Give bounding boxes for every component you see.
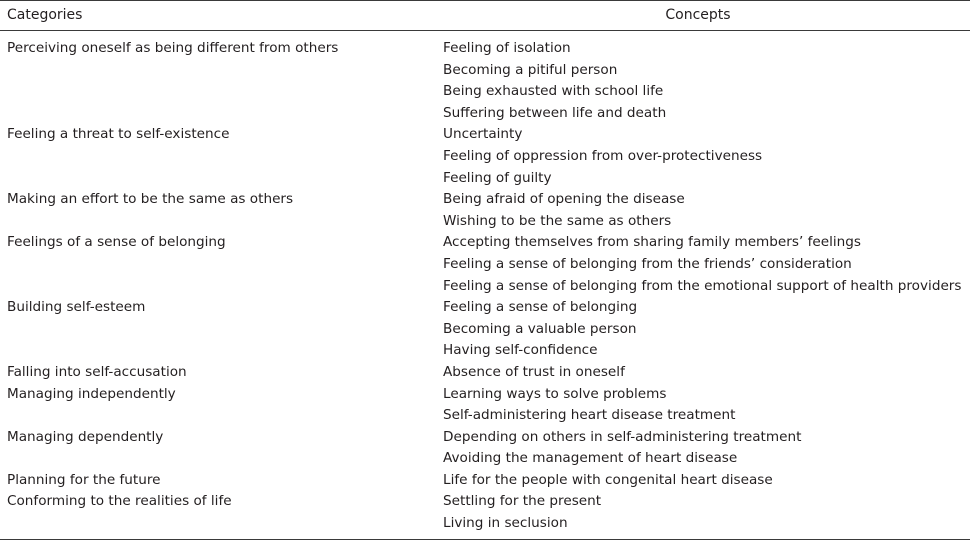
header-categories: Categories bbox=[7, 7, 83, 23]
category-cell: Planning for the future bbox=[7, 471, 161, 488]
category-cell: Managing dependently bbox=[7, 428, 164, 445]
concept-item: Feeling a sense of belonging bbox=[443, 299, 638, 316]
table-row bbox=[0, 232, 970, 297]
category-cell: Feeling a threat to self-existence bbox=[7, 126, 230, 143]
category-cell: Conforming to the realities of life bbox=[7, 493, 232, 510]
table-row bbox=[0, 124, 970, 189]
concept-item: Feeling a sense of belonging from the friends’ consideration bbox=[443, 255, 852, 272]
table-row bbox=[0, 362, 970, 384]
table-row bbox=[0, 189, 970, 232]
table-top-rule bbox=[0, 0, 970, 1]
concept-item: Uncertainty bbox=[443, 126, 523, 143]
concepts-cell bbox=[436, 38, 970, 124]
concept-item: Suffering between life and death bbox=[443, 104, 667, 121]
header-concepts: Concepts bbox=[665, 7, 731, 23]
concepts-cell bbox=[436, 427, 970, 470]
concept-item: Living in seclusion bbox=[443, 515, 568, 532]
table-row bbox=[0, 384, 970, 427]
concepts-cell bbox=[436, 491, 970, 534]
concept-item: Feeling of guilty bbox=[443, 169, 552, 186]
table-row bbox=[0, 491, 970, 534]
concepts-cell bbox=[436, 124, 970, 189]
category-cell: Perceiving oneself as being different from others bbox=[7, 40, 339, 56]
table-row bbox=[0, 470, 970, 492]
table-row bbox=[0, 427, 970, 470]
concept-item: Becoming a valuable person bbox=[443, 320, 637, 337]
category-cell: Feelings of a sense of belonging bbox=[7, 234, 226, 251]
category-cell: Making an effort to be the same as others bbox=[7, 191, 294, 208]
concept-item: Avoiding the management of heart disease bbox=[443, 450, 738, 467]
concept-item: Life for the people with congenital heart disease bbox=[443, 471, 773, 488]
category-cell: Falling into self-accusation bbox=[7, 363, 187, 380]
concept-item: Feeling of oppression from over-protectiveness bbox=[443, 147, 763, 164]
concepts-cell bbox=[436, 297, 970, 362]
concept-item: Learning ways to solve problems bbox=[443, 385, 667, 402]
concepts-cell bbox=[436, 362, 970, 384]
concept-item: Having self-confidence bbox=[443, 342, 598, 359]
concept-item: Self-administering heart disease treatment bbox=[443, 407, 736, 424]
concept-item: Depending on others in self-administering treatment bbox=[443, 428, 802, 445]
concept-item: Becoming a pitiful person bbox=[443, 61, 618, 78]
category-cell: Building self-esteem bbox=[7, 299, 146, 316]
concept-item: Feeling of isolation bbox=[443, 40, 571, 56]
concepts-cell bbox=[436, 189, 970, 232]
header-rule bbox=[0, 30, 970, 31]
concept-item: Feeling a sense of belonging from the emotional support of health providers bbox=[443, 277, 962, 294]
concept-item: Accepting themselves from sharing family members’ feelings bbox=[443, 234, 861, 251]
concept-item: Settling for the present bbox=[443, 493, 602, 510]
concepts-cell bbox=[436, 232, 970, 297]
concept-item: Absence of trust in oneself bbox=[443, 363, 625, 380]
concept-item: Wishing to be the same as others bbox=[443, 212, 672, 229]
concept-item: Being afraid of opening the disease bbox=[443, 191, 685, 208]
concepts-cell bbox=[436, 384, 970, 427]
table-bottom-rule bbox=[0, 539, 970, 540]
table-row bbox=[0, 297, 970, 362]
table-row bbox=[0, 38, 970, 124]
table-body bbox=[0, 38, 970, 535]
concepts-cell bbox=[436, 470, 970, 492]
category-cell: Managing independently bbox=[7, 385, 176, 402]
concept-item: Being exhausted with school life bbox=[443, 83, 664, 100]
